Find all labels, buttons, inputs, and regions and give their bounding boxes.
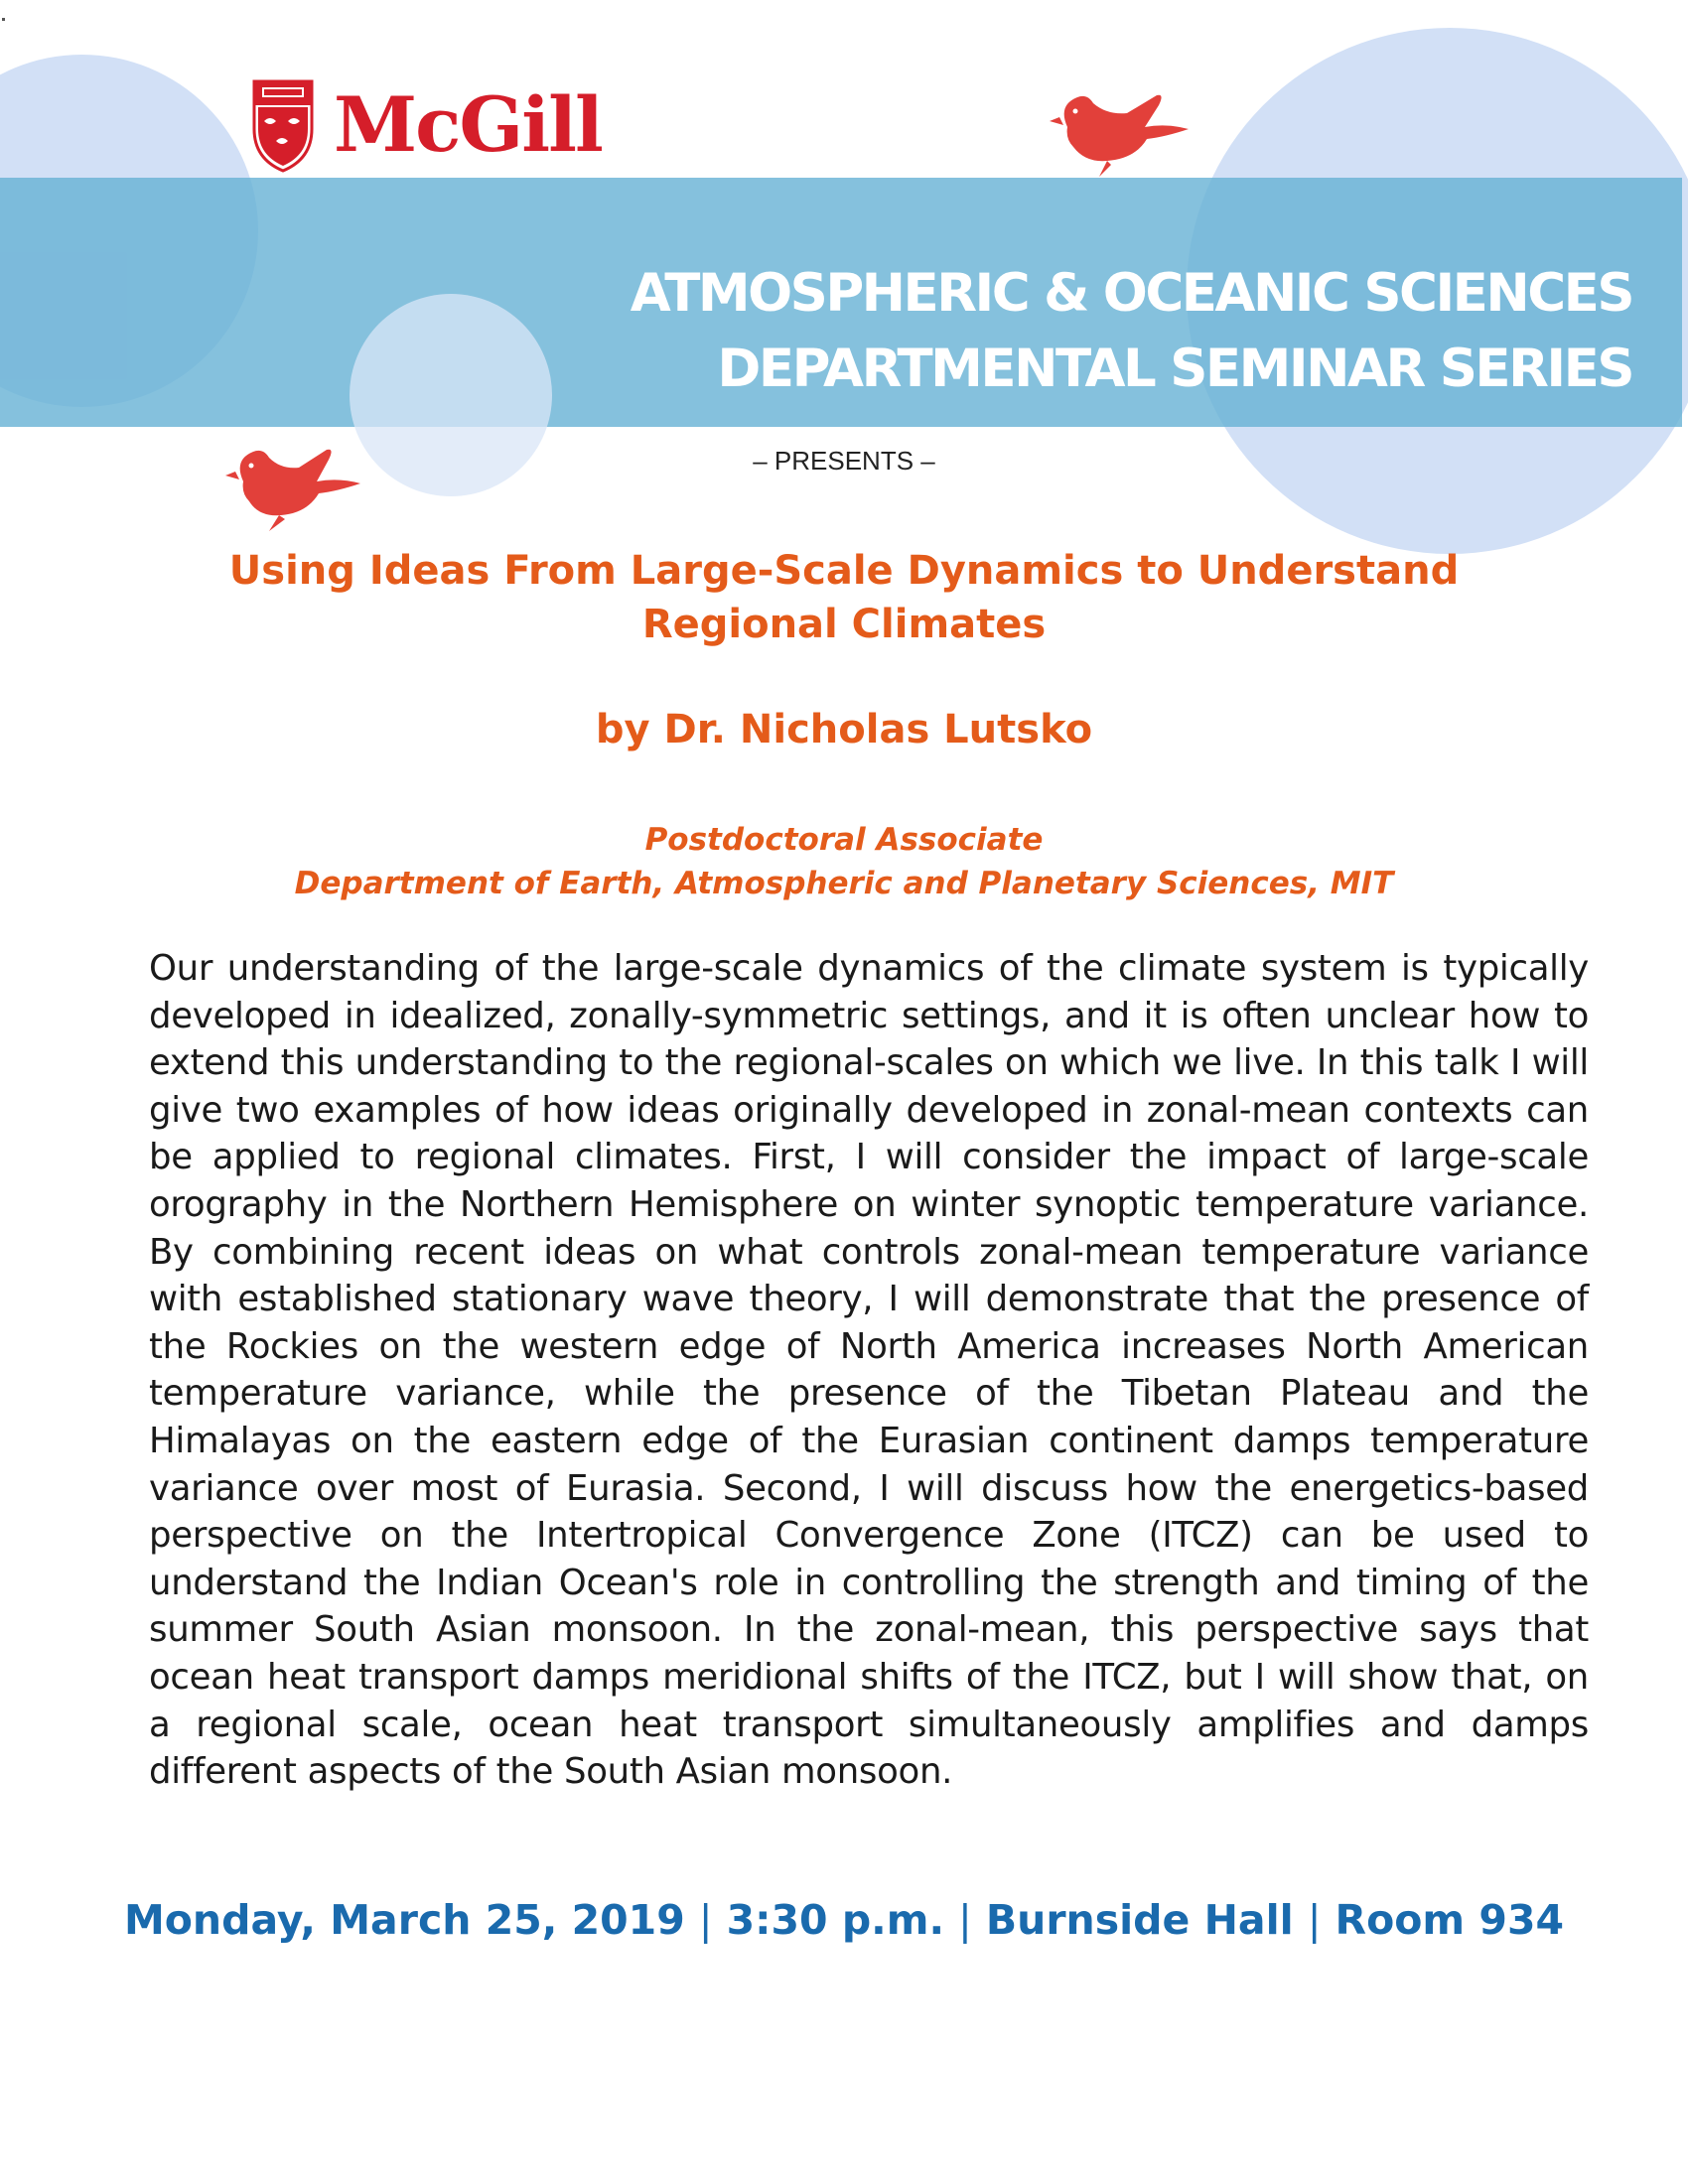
event-room: Room 934 — [1335, 1896, 1565, 1944]
event-date: Monday, March 25, 2019 — [123, 1896, 685, 1944]
event-building: Burnside Hall — [985, 1896, 1294, 1944]
abstract-text: Our understanding of the large-scale dynamics of the climate system is typically developed in idealized, zonally-symmetric settings, and it is often unclear how to extend this understanding to the regional-scales on which we live. In this talk I will give two examples of how ideas originally developed in zonal-mean contexts can be applied to regional climates. First, I will consider the impact of large-scale orography in the Northern Hemisphere on winter synoptic temperature variance. By combining recent ideas on what controls zonal-mean temperature variance with established stationary wave theory, I will demonstrate that the presence of the Rockies on the western edge of North America increases North American temperature variance, while the presence of the Tibetan Plateau and the Himalayas on the eastern edge of the Eurasian continent damps temperature variance over most of Eurasia. Second, I will discuss how the energetics-based perspective on the Intertropical Convergence Zone (ITCZ) can be used to understand the Indian Ocean's role in controlling the strength and timing of the summer South Asian monsoon. In the zonal-mean, this perspective says that ocean heat transport damps meridional shifts of the ITCZ, but I will show that, on a regional scale, ocean heat transport simultaneously amplifies and damps different aspects of the South Asian monsoon. — [149, 948, 1589, 1793]
separator: | — [958, 1896, 972, 1944]
speaker-position: Postdoctoral Associate — [644, 822, 1044, 858]
mcgill-crest-icon — [252, 77, 314, 173]
speaker-name: by Dr. Nicholas Lutsko — [595, 707, 1093, 752]
speaker-affiliation — [0, 818, 1688, 905]
presents-label: – PRESENTS – — [753, 446, 935, 476]
series-line-2: DEPARTMENTAL SEMINAR SERIES — [717, 339, 1632, 399]
mcgill-logo — [252, 77, 602, 173]
red-bird-icon — [1048, 87, 1192, 179]
talk-title: Using Ideas From Large-Scale Dynamics to Understand Regional Climates — [228, 548, 1460, 647]
series-line-1: ATMOSPHERIC & OCEANIC SCIENCES — [630, 263, 1632, 324]
event-details — [0, 1896, 1688, 1944]
seminar-series-heading — [631, 256, 1632, 407]
separator: | — [1307, 1896, 1322, 1944]
separator: | — [698, 1896, 713, 1944]
speaker-department: Department of Earth, Atmospheric and Planetary Sciences, MIT — [294, 866, 1394, 901]
corner-dot — [2, 18, 5, 21]
mcgill-wordmark: McGill — [334, 80, 602, 169]
event-time: 3:30 p.m. — [726, 1896, 945, 1944]
